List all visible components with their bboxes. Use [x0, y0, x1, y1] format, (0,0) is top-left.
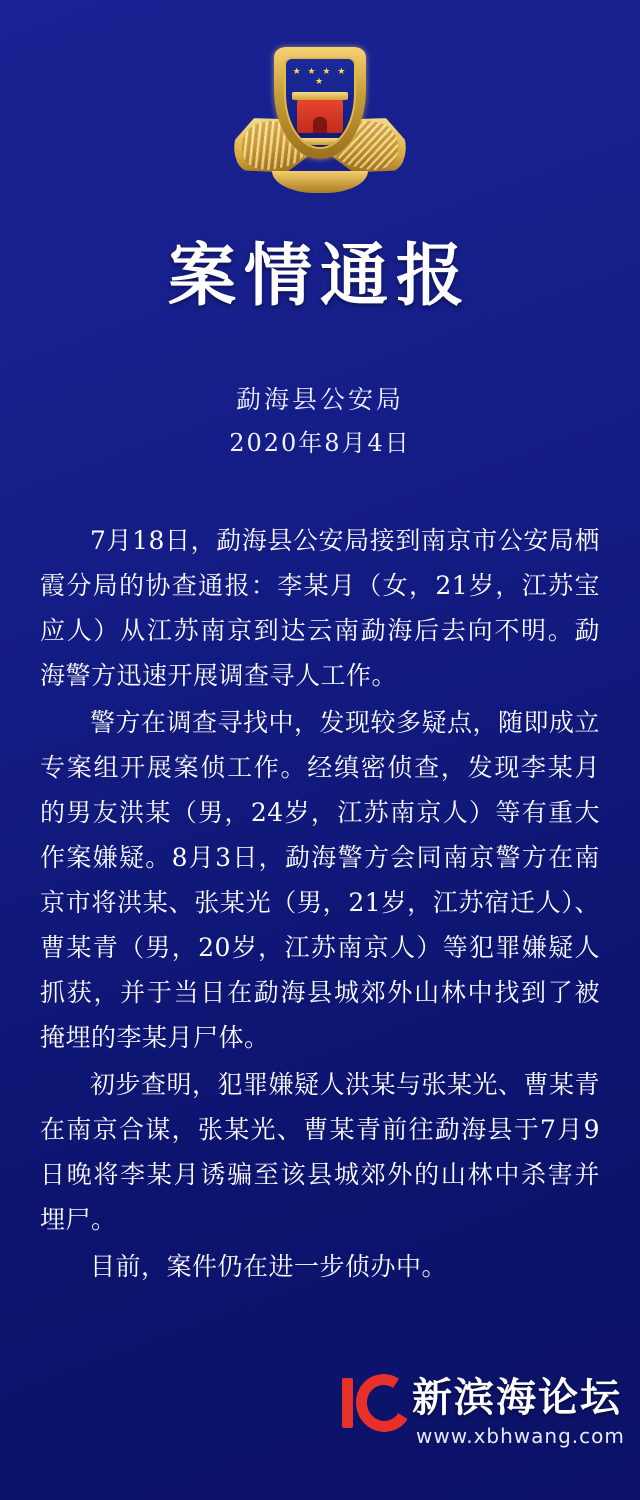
- emblem-container: [0, 38, 640, 198]
- body-paragraph: 7月18日，勐海县公安局接到南京市公安局栖霞分局的协查通报：李某月（女，21岁，江苏宝应人）从江苏南京到达云南勐海后去向不明。勐海警方迅速开展调查寻人工作。: [40, 526, 600, 690]
- page-title: 案情通报: [167, 236, 472, 316]
- notice-body: [40, 518, 600, 1291]
- police-badge-emblem: [235, 43, 405, 193]
- issuer-date: 2020年8月4日: [229, 429, 411, 457]
- body-paragraph: 初步查明，犯罪嫌疑人洪某与张某光、曹某青在南京合谋，张某光、曹某青前往勐海县于7月9日晚将李某月诱骗至该县城郊外的山林中杀害并埋尸。: [40, 1070, 601, 1234]
- issuer-organization: 勐海县公安局: [235, 385, 404, 414]
- stars-icon: ★ ★ ★ ★ ★: [292, 67, 348, 87]
- body-paragraph: 警方在调查寻找中，发现较多疑点，随即成立专案组开展案侦工作。经缜密侦查，发现李某月的男友洪某（男，24岁，江苏南京人）等有重大作案嫌疑。8月3日，勐海警方会同南京警方在南京市将洪某、张某光（男，21岁，江苏宿迁人）、曹某青（男，20岁，江苏南京人）等犯罪嫌疑人抓获，并于当日在勐海县城郊外山林中找到了被掩埋的李某月尸体。: [40, 708, 601, 1052]
- badge-bottom-ornament: [272, 171, 368, 193]
- body-paragraph: 目前，案件仍在进一步侦办中。: [90, 1252, 448, 1281]
- tiananmen-gate-icon: [297, 99, 343, 133]
- xbhwang-logo-icon: [340, 1372, 414, 1434]
- watermark-url: www.xbhwang.com: [416, 1424, 625, 1448]
- watermark-site-name: 新滨海论坛: [412, 1375, 622, 1421]
- badge-base-bar: [290, 138, 350, 145]
- watermark: [340, 1364, 625, 1474]
- logo-bar: [342, 1378, 353, 1428]
- issuer-block: [0, 378, 640, 464]
- logo-c-shape: [351, 1369, 418, 1437]
- badge-shield-inner: [284, 57, 356, 149]
